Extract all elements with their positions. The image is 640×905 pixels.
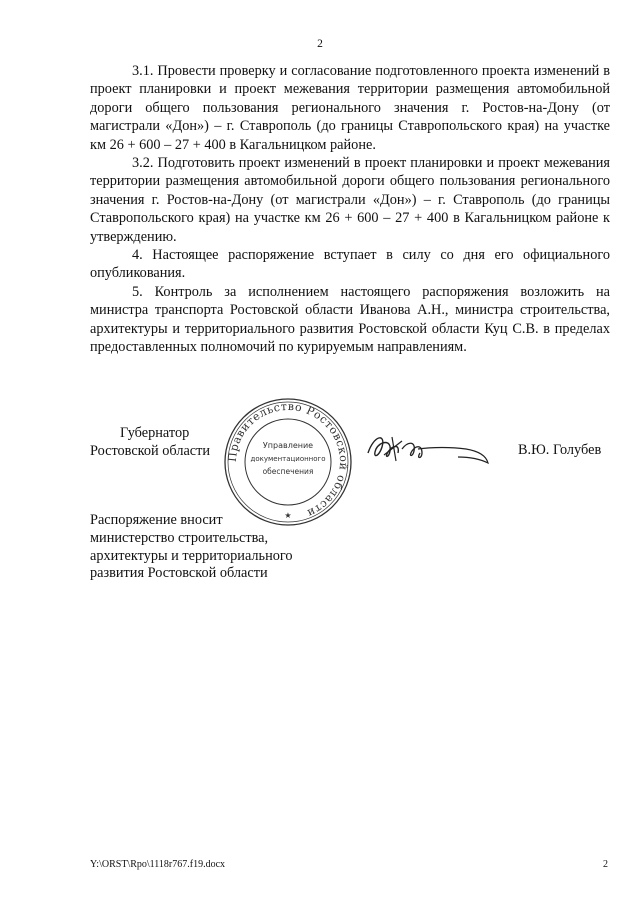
document-body xyxy=(90,62,610,357)
footer-page-number: 2 xyxy=(603,859,608,870)
paragraph-3-2: 3.2. Подготовить проект изменений в проект планировки и проект межевания территории размещения автомобильной дороги общего пользования регионального значения г. Ростов-на-Дону (от магистрали «Дон») – г. Ставрополь (до границы Ставропольского края) на участке км 26 + 600 – 27 + 400 в Кагальницком районе к утверждению. xyxy=(90,155,610,245)
position-title: Губернатор xyxy=(120,425,190,441)
paragraph-3-1: 3.1. Провести проверку и согласование подготовленного проекта изменений в проект планировки и проект межевания территории размещения автомобильной дороги общего пользования регионального значения г. Ростов-на-Дону (от магистрали «Дон») – г. Ставрополь (до границы Ставропольского края) на участке км 26 + 600 – 27 + 400 в Кагальницком районе. xyxy=(90,63,610,153)
position-region: Ростовской области xyxy=(90,442,211,459)
signatory-name: В.Ю. Голубев xyxy=(518,442,602,458)
paragraph-4: 4. Настоящее распоряжение вступает в силу со дня его официального опубликования. xyxy=(90,247,610,282)
seal-inner-line1: Управление xyxy=(262,441,314,450)
submitted-by-line4: развития Ростовской области xyxy=(90,565,268,582)
submitted-by-line2: министерство строительства, xyxy=(90,529,269,546)
submitted-by-block xyxy=(90,512,293,583)
footer-file-path: Y:\ORST\Rpo\1118r767.f19.docx xyxy=(90,859,226,870)
seal-inner-line3: обеспечения xyxy=(262,467,314,476)
signatory-position xyxy=(90,425,210,460)
seal-outer-text: Правительство Ростовской области xyxy=(225,399,351,521)
official-seal-stamp xyxy=(222,396,354,528)
paragraph-5: 5. Контроль за исполнением настоящего распоряжения возложить на министра транспорта Ростовской области Иванова А.Н., министра строительства, архитектуры и территориального развития Ростовской области Куц С.В. в пределах предоставленных полномочий по курируемым направлениям. xyxy=(90,283,610,356)
submitted-by-line3: архитектуры и территориального xyxy=(90,547,293,564)
page-number-top: 2 xyxy=(317,38,323,50)
handwritten-signature xyxy=(362,425,497,470)
seal-inner-line2: документационного xyxy=(250,455,326,463)
seal-star-icon: ★ xyxy=(284,511,292,520)
submitted-by-line1: Распоряжение вносит xyxy=(90,512,223,528)
